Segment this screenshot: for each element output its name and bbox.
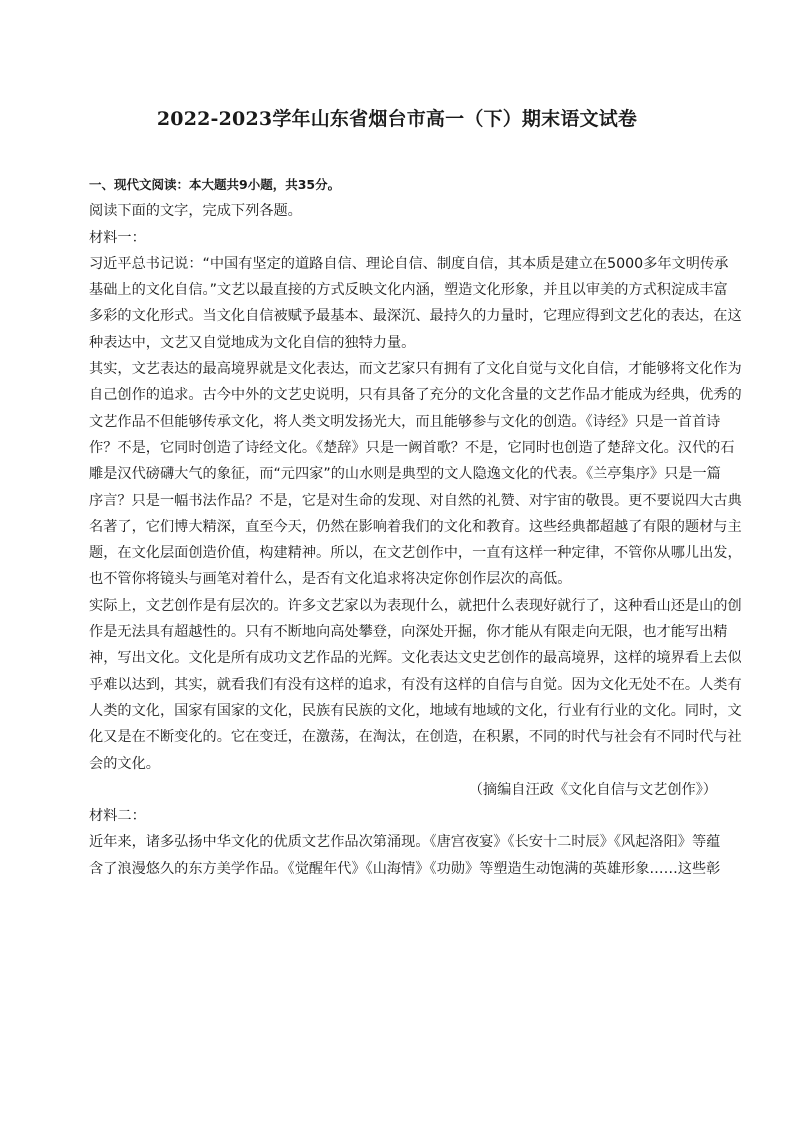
text-line: 雕是汉代磅礴大气的象征，而“元四家”的山水则是典型的文人隐逸文化的代表。《兰亭集序》只是一篇: [89, 466, 721, 483]
text-line: 名著了，它们博大精深，直至今天，仍然在影响着我们的文化和教育。这些经典都超越了有限的题材与主: [89, 518, 742, 535]
text-line: 习近平总书记说：“中国有坚定的道路自信、理论自信、制度自信，其本质是建立在5000多年文明传承: [89, 255, 729, 272]
text-line: 序言？只是一幅书法作品？不是，它是对生命的发现、对自然的礼赞、对宇宙的敬畏。更不要说四大古典: [89, 492, 742, 509]
text-line: 题，在文化层面创造价值，构建精神。所以，在文艺创作中，一直有这样一种定律，不管你从哪儿出发，: [89, 545, 742, 562]
text-line: 种表达中，文艺又自觉地成为文化自信的独特力量。: [89, 334, 416, 351]
text-line: 实际上，文艺创作是有层次的。许多文艺家以为表现什么，就把什么表现好就行了，这种看山还是山的创: [89, 597, 742, 614]
text-line: 人类的文化，国家有国家的文化，民族有民族的文化，地域有地域的文化，行业有行业的文化。同时，文: [89, 702, 742, 719]
text-line: 其实，文艺表达的最高境界就是文化表达，而文艺家只有拥有了文化自觉与文化自信，才能够将文化作为: [89, 361, 742, 378]
text-line: 基础上的文化自信。”文艺以最直接的方式反映文化内涵，塑造文化形象，并且以审美的方式积淀成丰富: [89, 282, 728, 299]
text-line: 神，写出文化。文化是所有成功文艺作品的光辉。文化表达文史艺创作的最高境界，这样的境界看上去似: [89, 650, 742, 667]
text-line: 含了浪漫悠久的东方美学作品。《觉醒年代》《山海情》《功勋》等塑造生动饱满的英雄形象……这些彰: [89, 860, 721, 877]
page-title: 2022-2023学年山东省烟台市高一（下）期末语文试卷: [156, 108, 638, 130]
text-line: 文艺作品不但能够传承文化，将人类文明发扬光大，而且能够参与文化的创造。《诗经》只是一首首诗: [89, 413, 721, 430]
text-line: 作是无法具有超越性的。只有不断地向高处攀登，向深处开掘，你才能从有限走向无限，也才能写出精: [89, 624, 728, 641]
text-line: 材料一：: [89, 229, 146, 246]
text-line: 近年来，诸多弘扬中华文化的优质文艺作品次第涌现。《唐宫夜宴》《长安十二时辰》《风起洛阳》等蕴: [89, 834, 721, 851]
document-body: [89, 172, 742, 882]
text-line: 乎难以达到，其实，就看我们有没有这样的追求，有没有这样的自信与自觉。因为文化无处不在。人类有: [89, 676, 742, 693]
text-line: 自己创作的追求。古今中外的文艺史说明，只有具备了充分的文化含量的文艺作品才能成为经典，优秀的: [89, 387, 742, 404]
text-line: 阅读下面的文字，完成下列各题。: [89, 203, 302, 220]
text-line: 会的文化。: [89, 755, 160, 772]
text-line: （摘编自汪政《文化自信与文艺创作》）: [468, 781, 717, 798]
text-line: 化又是在不断变化的。它在变迁，在激荡，在淘汰，在创造，在积累，不同的时代与社会有不同时代与社: [89, 729, 742, 746]
text-line: 多彩的文化形式。当文化自信被赋予最基本、最深沉、最持久的力量时，它理应得到文艺化的表达，在这: [89, 308, 742, 325]
text-line: 作？不是，它同时创造了诗经文化。《楚辞》只是一阙首歌？不是，它同时也创造了楚辞文化。汉代的石: [89, 439, 735, 456]
text-line: 也不管你将镜头与画笔对着什么，是否有文化追求将决定你创作层次的高低。: [89, 571, 572, 588]
section-heading: 一、现代文阅读：本大题共9小题，共35分。: [89, 177, 341, 192]
text-line: 材料二：: [89, 808, 146, 825]
